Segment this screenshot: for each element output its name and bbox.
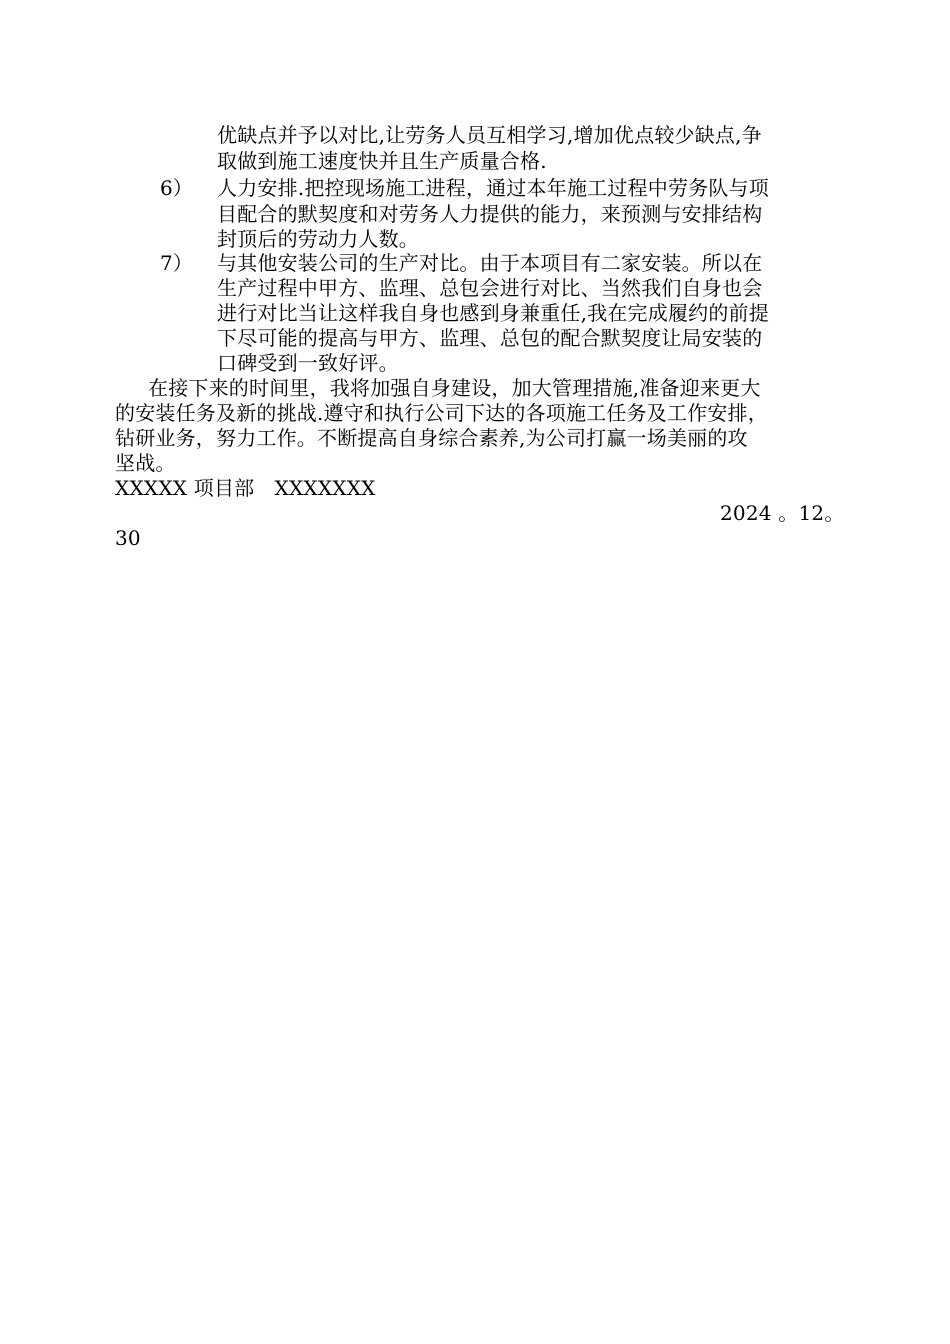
list-item-line: 进行对比当让这样我自身也感到身兼重任,我在完成履约的前提 — [217, 301, 769, 325]
list-item-line: 人力安排.把控现场施工进程，通过本年施工过程中劳务队与项 — [217, 176, 769, 200]
date-line: 30 — [115, 526, 141, 550]
date-line: 2024 。12。 — [720, 501, 845, 525]
paragraph-line: 钻研业务，努力工作。不断提高自身综合素养,为公司打赢一场美丽的攻 — [115, 426, 748, 450]
list-item-line: 目配合的默契度和对劳务人力提供的能力，来预测与安排结构 — [217, 202, 763, 226]
paragraph-line: 在接下来的时间里，我将加强自身建设，加大管理措施,准备迎来更大 — [148, 376, 761, 400]
list-item-line: 生产过程中甲方、监理、总包会进行对比、当然我们自身也会 — [217, 276, 763, 300]
list-item-number: 7） — [160, 251, 193, 275]
continuation-line: 优缺点并予以对比,让劳务人员互相学习,增加优点较少缺点,争 — [217, 123, 762, 147]
list-item-line: 下尽可能的提高与甲方、监理、总包的配合默契度让局安装的 — [217, 326, 763, 350]
list-item-line: 口碑受到一致好评。 — [217, 351, 399, 375]
paragraph-line: 的安装任务及新的挑战.遵守和执行公司下达的各项施工任务及工作安排， — [115, 401, 768, 425]
list-item-line: 与其他安装公司的生产对比。由于本项目有二家安装。所以在 — [217, 251, 763, 275]
continuation-line: 取做到施工速度快并且生产质量合格. — [217, 149, 547, 173]
list-item-line: 封顶后的劳动力人数。 — [217, 227, 419, 251]
list-item-number: 6） — [160, 176, 193, 200]
signature: XXXXX 项目部 XXXXXXX — [115, 476, 376, 500]
paragraph-line: 坚战。 — [115, 451, 176, 475]
